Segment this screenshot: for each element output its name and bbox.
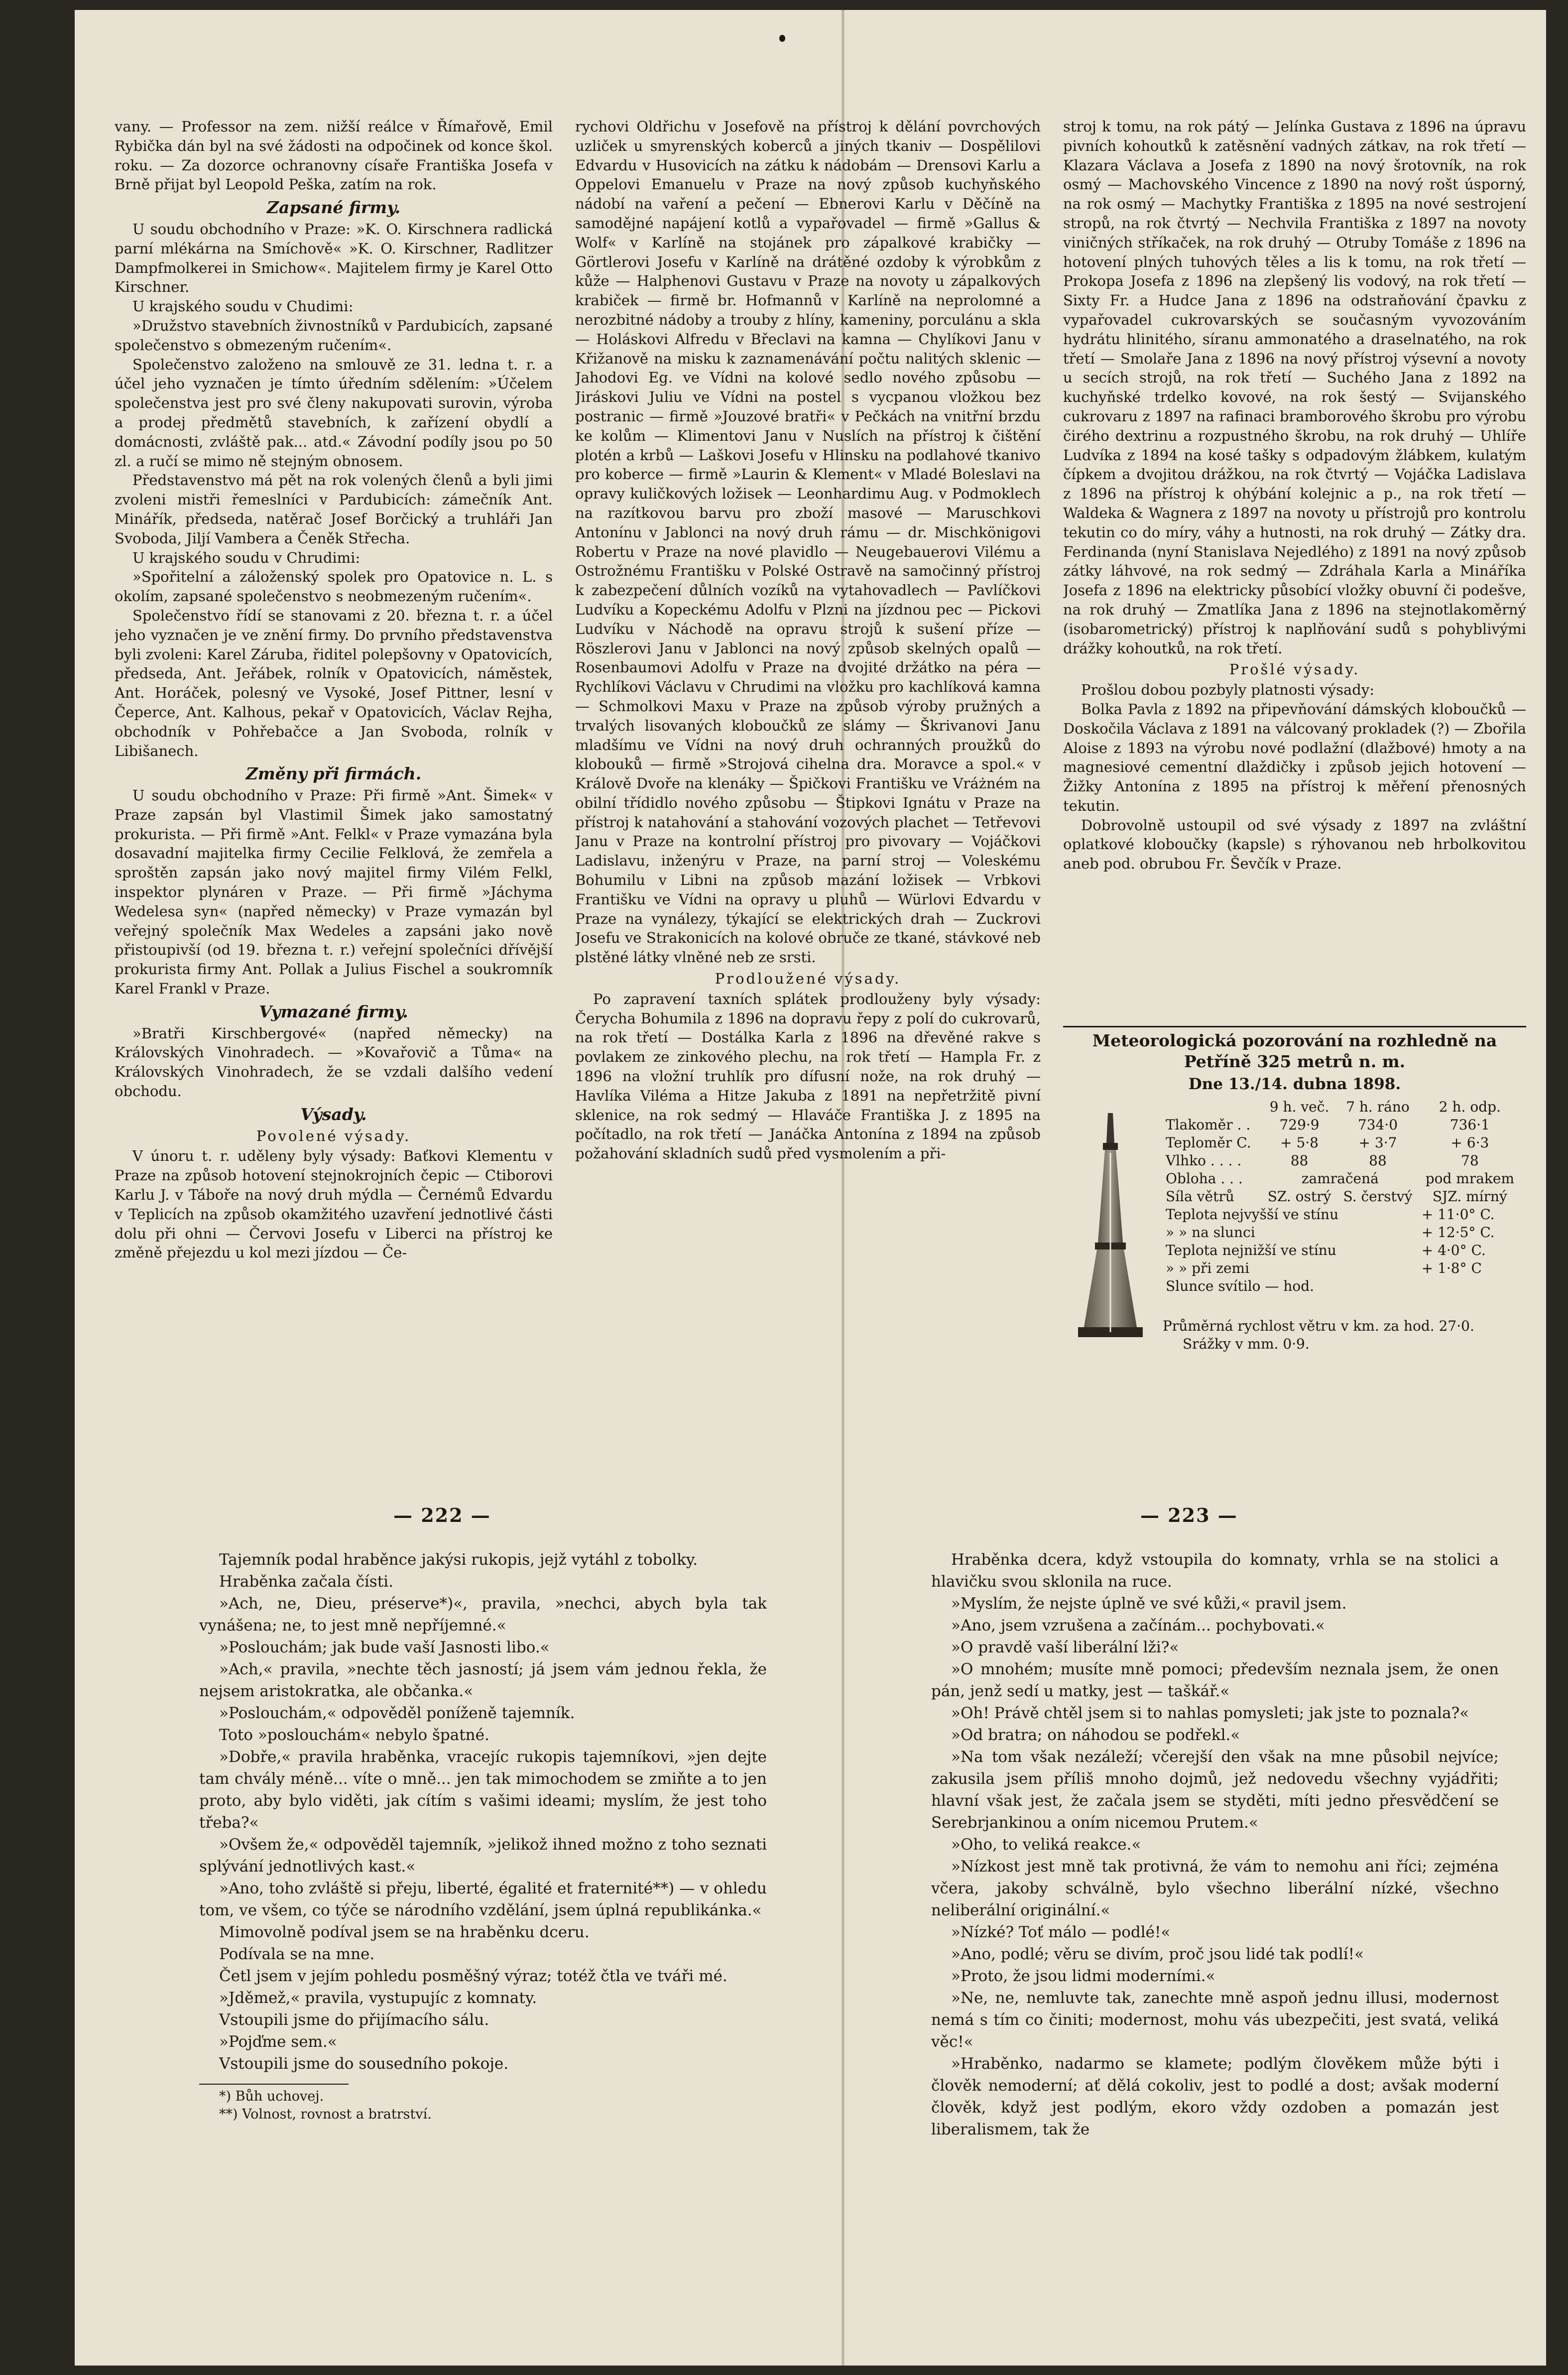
paragraph: Společenstvo řídí se stanovami z 20. března t. r. a účel jeho vyznačen je ve znění firmy. Do prvního představenstva byli zvoleni: Karel Záruba, řiditel polepšovny v Opatovicích, předseda, Ant. Jeřábek, rolník v Opatovicích, náměstek, Ant. Horáček, polesný ve Vysoké, Josef Pittner, lesní v Čeperce, Ant. Kalhous, pekař v Opatovicích, Václav Rejha, obchodník v Pohřebačce a Jan Svoboda, rolník v Libišanech. xyxy=(115,607,553,759)
story-paragraph: »Ano, jsem vzrušena a začínám... pochybovati.« xyxy=(951,1617,1325,1634)
story-paragraph: »Poslouchám; jak bude vaší Jasnosti libo.« xyxy=(219,1638,550,1656)
story-paragraph: »Na tom však nezáleží; včerejší den však na mne působil nejvíce; zakusila jsem příliš mnoho dojmů, jež nedovedu všechny vyjádřiti; hlavní však jest, že začala jsem se styděti, míti jedno přesvědčení se Serebrjankinou a oním nicemou Prutem.« xyxy=(931,1748,1499,1832)
temp-max-sun-row: » » na slunci + 12·5° C. xyxy=(1166,1224,1495,1241)
page-number-right: — 223 — xyxy=(1140,1504,1238,1526)
footnote-rule xyxy=(199,2084,349,2085)
pressure-row: Tlakoměr . . 729·9 734·0 736·1 xyxy=(1166,1117,1490,1133)
paragraph: Dobrovolně ustoupil od své výsady z 1897 na zvláštní oplatkové kloboučky (kapsle) s rýhovanou neb hrbolkovitou aneb pod. obrubou Fr. Ševčík v Praze. xyxy=(1063,816,1526,873)
temp-min-ground-row: » » při zemi + 1·8° C xyxy=(1166,1260,1482,1276)
story-paragraph: »Pojďme sem.« xyxy=(219,2033,337,2051)
story-paragraph: Toto »poslouchám« nebylo špatné. xyxy=(219,1726,489,1744)
story-paragraph: »Myslím, že nejste úplně ve své kůži,« pravil jsem. xyxy=(951,1595,1347,1613)
obs-time-evening: 9 h. več. xyxy=(1269,1099,1329,1115)
paragraph: stroj k tomu, na rok pátý — Jelínka Gustava z 1896 na úpravu pivních kohoutků k zatěsnění vadných zátkav, na rok třetí — Klazara Václava a Josefa z 1890 na nový šrotovník, na rok osmý — Machovského Vincence z 1890 na nový rošt úsporný, na rok osmý — Machytky Františka z 1895 na nové sestrojení stropů, na rok čtvrtý — Nechvila Františka z 1897 na novoty viničných stříkaček, na rok druhý — Otruby Tomáše z 1896 na hotovení plných tuhových těles a lis k tomu, na rok třetí — Prokopa Josefa z 1896 na zlepšený lis vodový, na rok třetí — Sixty Fr. a Hudce Jana z 1896 na odstraňování čpavku z vypařovadel cukrovarských se současným vyvozováním hydrátu hlinitého, síranu ammonatého a draselnatého, na rok třetí — Smolaře Jana z 1896 na nový přístroj výsevní a novoty u secích strojů, na rok třetí — Suchého Jana z 1892 na kuchyňské trdelko kovové, na rok šestý — Svijanského cukrovaru z 1897 na rafinaci bramborového škrobu pro výrobu čirého dextrinu a rozpustného škrobu, na rok druhý — Uhlíře Ludvíka z 1894 na kosé tašky s odpadovým žlábkem, kulatým čípkem a dvojitou drážkou, na rok čtvrtý — Vojáčka Ladislava z 1896 na přístroj k ohýbání kolejnic a p., na rok třetí — Waldeka & Wagnera z 1897 na novoty u přístrojů pro kontrolu tekutin co do míry, váhy a hutnosti, na rok druhý — Zátky dra. Ferdinanda (nyní Stanislava Nejedlého) z 1891 na nový způsob zátky láhvové, na rok sedmý — Zdráhala Karla a Mináříka Josefa z 1896 na elektricky působící vložky obuvní či podešve, na rok druhý — Zmatlíka Jana z 1896 na stejnotlakoměrný (isobarometrický) přístroj k naplňování sudů s pohyblivými drážky kohoutků, na rok třetí. xyxy=(1063,118,1526,657)
weather-title: Meteorologická pozorování na rozhledně na Petříně 325 metrů n. m. xyxy=(1092,1031,1497,1071)
subsection-heading: Prodloužené výsady. xyxy=(715,970,901,988)
story-paragraph: »Nízkost jest mně tak protivná, že vám to nemohu ani říci; zejména včera, jakoby schválně, bylo všechno liberální nízké, všechno neliberální originální.« xyxy=(931,1858,1499,1919)
story-paragraph: »Ovšem že,« odpověděl tajemník, »jelikož ihned možno z toho seznati splývání jednotlivých kast.« xyxy=(199,1836,767,1875)
paragraph: »Spořitelní a záloženský spolek pro Opatovice n. L. s okolím, zapsané společenstvo s neobmezeným ručením«. xyxy=(115,568,553,605)
temp-min-shade-row: Teplota nejnižší ve stínu + 4·0° C. xyxy=(1166,1242,1486,1258)
story-paragraph: Hraběnka začala čísti. xyxy=(219,1573,393,1591)
story-paragraph: Podívala se na mne. xyxy=(219,1945,375,1963)
paragraph: Bolka Pavla z 1892 na připevňování dámských kloboučků — Doskočila Václava z 1891 na válcovaný prokladek (?) — Zbořila Aloise z 1893 na výrobu nové podlažní (dlažbové) hmoty a na magnesiové cementní dlaždičky i způsob jejich hotovení — Žižky Antonína z 1895 na přístroj k měření přenosných tekutin. xyxy=(1063,700,1526,814)
story-paragraph: Mimovolně podíval jsem se na hraběnku dceru. xyxy=(219,1923,590,1941)
precipitation: Srážky v mm. 0·9. xyxy=(1183,1336,1310,1352)
temperature-row: Teploměr C. + 5·8 + 3·7 + 6·3 xyxy=(1166,1134,1489,1151)
section-heading: Výsady. xyxy=(300,1104,367,1124)
story-paragraph: »Jděmež,« pravila, vystupujíc z komnaty. xyxy=(219,1989,537,2007)
story-paragraph: »O pravdě vaší liberální lži?« xyxy=(951,1638,1179,1656)
page-number-left: — 222 — xyxy=(393,1504,491,1526)
story-paragraph: »Oh! Právě chtěl jsem si to nahlas pomysleti; jak jste to poznala?« xyxy=(951,1704,1469,1722)
column-2 xyxy=(575,117,1041,1262)
paragraph: U krajského soudu v Chudimi: xyxy=(132,298,354,315)
wind-row: Síla větrů SZ. ostrý S. čerstvý SJZ. mírný xyxy=(1166,1188,1507,1205)
footnote: **) Volnost, rovnost a bratrství. xyxy=(219,2107,432,2122)
subsection-heading: Prošlé výsady. xyxy=(1229,661,1360,678)
paragraph: vany. — Professor na zem. nižší reálce v Římařově, Emil Rybička dán byl na své žádosti na odpočinek od konce škol. roku. — Za dozorce ochranovny císaře Františka Josefa v Brně přijat byl Leopold Peška, zatím na rok. xyxy=(115,118,553,193)
story-right-page xyxy=(931,1549,1499,2326)
sunshine-row: Slunce svítilo — hod. xyxy=(1166,1278,1315,1294)
footnote: *) Bůh uchovej. xyxy=(219,2089,324,2104)
subsection-heading: Povolené výsady. xyxy=(256,1127,411,1144)
obs-time-afternoon: 2 h. odp. xyxy=(1439,1099,1501,1115)
weather-report xyxy=(1063,1021,1526,1357)
story-paragraph: Četl jsem v jejím pohledu posměšný výraz; totéž čtla ve tváři mé. xyxy=(219,1967,727,1985)
temp-max-shade-row: Teplota nejvyšší ve stínu + 11·0° C. xyxy=(1166,1206,1495,1223)
story-paragraph: »Proto, že jsou lidmi moderními.« xyxy=(951,1967,1215,1985)
story-left-page xyxy=(199,1549,767,2326)
paragraph: »Bratři Kirschbergové« (napřed německy) na Královských Vinohradech. — »Kovařovič a Tůma« na Královských Vinohradech, že se vzdali dalšího vedení obchodu. xyxy=(115,1024,553,1100)
paragraph: V únoru t. r. uděleny byly výsady: Baťkovi Klementu v Praze na způsob hotovení stejnokrojních čepic — Ctiborovi Karlu J. v Táboře na nový druh mýdla — Černémů Edvardu v Teplicích na způsob okamžitého uzavření jednotlivé části dolu při ohni — Červovi Josefu v Liberci na přístroj ke změně přejezdu u kol mezi jízdou — Če- xyxy=(115,1147,553,1261)
story-paragraph: »Hraběnko, nadarmo se klamete; podlým člověkem může býti i člověk nemoderní; ať dělá cokoliv, jest to podlé a dost; avšak moderní člověk, když jest podlým, ekoro vždy ozdoben a pomazán jest liberalismem, tak že xyxy=(931,2055,1499,2138)
ink-speck xyxy=(779,35,785,42)
story-paragraph: Vstoupili jsme do sousedního pokoje. xyxy=(219,2055,509,2073)
story-paragraph: »Ach,« pravila, »nechte těch jasností; já jsem vám jednou řekla, že nejsem aristokratka, ale občanka.« xyxy=(199,1660,767,1700)
section-heading: Vymazané firmy. xyxy=(259,1001,408,1021)
story-paragraph: Hraběnka dcera, když vstoupila do komnaty, vrhla se na stolici a hlavičku svou sklonila na ruce. xyxy=(931,1551,1499,1591)
story-paragraph: »Ano, toho zvláště si přeju, liberté, égalité et fraternité**) — v ohledu tom, ve všem, co týče se národního vzdělání, jsem úplná republikánka.« xyxy=(199,1879,767,1919)
humidity-row: Vlhko . . . . 88 88 78 xyxy=(1166,1152,1479,1169)
paragraph: U soudu obchodního v Praze: Při firmě »Ant. Šimek« v Praze zapsán byl Vlastimil Šimek jako samostatný prokurista. — Při firmě »Ant. Felkl« v Praze vymazána byla dosavadní majitelka firmy Cecilie Felklová, že zemřela a sproštěn zapsán jako nový majitel firmy Vilém Felkl, inspektor plynáren v Praze. — Při firmě »Jáchyma Wedelesa syn« (napřed německy) v Praze vymazán byl veřejný společník Max Wedeles a zapsáni jako nově přistoupivší (od 19. března t. r.) veřejní společníci dřívější prokurista firmy Ant. Pollak a Julius Fischel a soukromník Karel Frankl v Praze. xyxy=(115,787,553,998)
section-heading: Změny při firmách. xyxy=(245,764,422,784)
story-paragraph: Vstoupili jsme do přijímacího sálu. xyxy=(219,2011,489,2029)
paragraph: U krajského soudu v Chrudimi: xyxy=(132,549,361,566)
story-paragraph: »Poslouchám,« odpověděl poníženě tajemník. xyxy=(219,1704,575,1722)
paragraph: Prošlou dobou pozbyly platnosti výsady: xyxy=(1081,681,1375,699)
story-paragraph: »Ach, ne, Dieu, préserve*)«, pravila, »nechci, abych byla tak vynášena; ne, to jest mně nepříjemné.« xyxy=(199,1595,767,1634)
story-paragraph: »Nízké? Toť málo — podlé!« xyxy=(951,1923,1171,1941)
story-paragraph: Tajemník podal hraběnce jakýsi rukopis, jejž vytáhl z tobolky. xyxy=(219,1551,698,1569)
paragraph: rychovi Oldřichu v Josefově na přístroj k dělání povrchových uzliček u smyrenských koberců a jiných tkaniv — Dospělilovi Edvardu v Husovicích na zátku k nádobám — Drensovi Karlu a Oppelovi Emanuelu v Praze na nový způsob kuchyňského nádobí na vaření a pečení — Ebnerovi Karlu v Děčíně na samodějné napájení kotlů a vypařovadel — firmě »Gallus & Wolf« v Karlíně na stojánek pro zápalkové krabičky — Görtlerovi Josefu v Karlíně na drátěné ozdoby k výrobkům z kůže — Halphenovi Gustavu v Praze na novoty u zápalkových krabiček — firmě br. Hofmannů v Karlíně na neprolomné a nerozbitné nádoby a trouby z hlíny, kameniny, porculánu a skla — Holáskovi Alfredu v Břeclavi na kamna — Chylíkovi Janu v Křižanově na misku k zaznamenávání počtu nalitých sklenic — Jahodovi Eg. ve Vídni na kolové sedlo nového způsobu — Jiráskovi Juliu ve Vídni na postel s vycpanou vložkou bez postranic — firmě »Jouzové bratři« v Pečkách na vnitřní brzdu ke kolům — Klimentovi Janu v Nuslích na přístroj k čištění plotén a krbů — Laškovi Josefu v Hlinsku na podlahové tkanivo pro koberce — firmě »Laurin & Klement« v Mladé Boleslavi na opravy kuličkových ložisek — Leonhardimu Aug. v Podmoklech na razítkovou barvu pro zboží masové — Maruschkovi Antonínu v Jablonci na nový druh rámu — dr. Mischkönigovi Robertu v Praze na nové plavidlo — Neugebauerovi Vilému a Ostrožnému Františku v Polské Ostravě na samočinný přístroj k zabezpečení důlních vozíků na vytahovadlech — Pavlíčkovi Ludvíku a Kopeckému Adolfu v Plzni na jízdnou pec — Pickovi Ludvíku v Náchodě na opravu strojů k sušení příze — Röszlerovi Janu v Jablonci na nový způsob skelných opalů — Rosenbaumovi Adolfu v Praze na dvojité držátko na péra — Rychlíkovi Václavu v Chrudimi na vložku pro kachlíková kamna — Schmolkovi Maxu v Praze na způsob výroby pružných a trvalých lisovaných kloboučků ze slámy — Škrivanovi Janu mladšímu ve Vídni na nový druh ochranných proužků do klobouků — firmě »Strojová cihelna dra. Moravce a spol.« v Králově Dvoře na klenáky — Špičkovi Františku ve Vráżném na obilní třídidlo nového způsobu — Štipkovi Ignátu v Praze na přístroj k natahování a stahování vozových plachet — Tetřevovi Janu v Praze na kontrolní přístroj pro pivovary — Vojáčkovi Ladislavu, inženýru v Praze, na parní stroj — Voleskému Bohumilu v Libni na způsob mazání ložisek — Vrbkovi Františku ve Vídni na opravy u pluhů — Würlovi Edvardu v Praze na vynálezy, týkající se elektrických drah — Zuckrovi Josefu ve Strakonicích na kolové obruče ze tkané, stávkové neb plstěné látky vlněné neb ze srsti. xyxy=(575,118,1041,966)
paragraph: Společenstvo založeno na smlouvě ze 31. ledna t. r. a účel jeho vyznačen je tímto úředním sdělením: »Účelem společenstva jest pro své členy nakupovati surovin, výroba a prodej předmětů stavebních, k zařízení obydlí a domácnosti, zvláště pak... atd.« Závodní podíly jsou po 50 zl. a ručí se mimo ně stejným obnosem. xyxy=(115,356,553,470)
wind-speed: Průměrná rychlost větru v km. za hod. 27·0. xyxy=(1163,1318,1474,1334)
paragraph: »Družstvo stavebních živnostníků v Pardubicích, zapsané společenstvo s obmezeným ručením«. xyxy=(115,317,553,354)
sky-row: Obloha . . . zamračená pod mrakem xyxy=(1166,1170,1515,1187)
story-paragraph: »Ne, ne, nemluvte tak, zanechte mně aspoň jednu illusi, modernost nemá s tím co činiti; modernost, mohu vás ubezpečiti, jest svatá, veliká věc!« xyxy=(931,1989,1499,2051)
story-paragraph: »Ano, podlé; věru se divím, proč jsou lidé tak podlí!« xyxy=(951,1945,1364,1963)
weather-box xyxy=(1063,1026,1526,1357)
paragraph: Po zapravení taxních splátek prodlouženy byly výsady: Čerycha Bohumila z 1896 na dopravu řepy z polí do cukrovarů, na rok třetí — Dostálka Karla z 1896 na dřevěné rakve s povlakem ze zinkového plechu, na rok třetí — Hampla Fr. z 1896 na vložní truhlík pro dífusní nože, na rok druhý — Havlíka Viléma a Hitze Jakuba z 1891 na nepřetržitě pivní sklenice, na rok sedmý — Hlaváče Františka J. z 1895 na počítadlo, na rok třetí — Janáčka Antonína z 1894 na způsob požahování skladních sudů před vysmolením a při- xyxy=(575,990,1041,1162)
weather-date: Dne 13./14. dubna 1898. xyxy=(1188,1075,1401,1093)
story-paragraph: »O mnohém; musíte mně pomoci; především neznala jsem, že onen pán, jenž sedí u matky, jest — taškář.« xyxy=(931,1660,1499,1700)
weather-head-row xyxy=(1163,1098,1521,1116)
weather-body xyxy=(1063,1098,1526,1357)
paragraph: Představenstvo má pět na rok volených členů a byli jimi zvoleni mistři řemeslníci v Pardubicích: zámečník Ant. Minářík, předseda, natěrač Josef Borčický a truhláři Jan Svoboda, Jiljí Vambera a Čeněk Střecha. xyxy=(115,472,553,547)
story-paragraph: »Dobře,« pravila hraběnka, vracejíc rukopis tajemníkovi, »jen dejte tam chvály méně... víte o mně... jen tak mimochodem se zmiňte a to jen proto, aby bylo viděti, jak cítím s vašimi ideami; myslím, že jest toho třeba?« xyxy=(199,1748,767,1832)
petrin-tower-icon xyxy=(1073,1113,1148,1342)
paragraph: U soudu obchodního v Praze: »K. O. Kirschnera radlická parní mlékárna na Smíchově« »K. O. Kirschner, Radlitzer Dampfmolkerei in Smichow«. Majitelem firmy je Karel Otto Kirschner. xyxy=(115,220,553,296)
weather-table xyxy=(1163,1098,1521,1295)
newspaper-page xyxy=(75,10,1546,2366)
column-1 xyxy=(115,117,553,1262)
obs-time-morning: 7 h. ráno xyxy=(1346,1099,1410,1115)
story-paragraph: »Oho, to veliká reakce.« xyxy=(951,1836,1141,1854)
story-paragraph: »Od bratra; on náhodou se podřekl.« xyxy=(951,1726,1240,1744)
column-3 xyxy=(1063,117,1526,1023)
section-heading: Zapsané firmy. xyxy=(266,198,401,218)
